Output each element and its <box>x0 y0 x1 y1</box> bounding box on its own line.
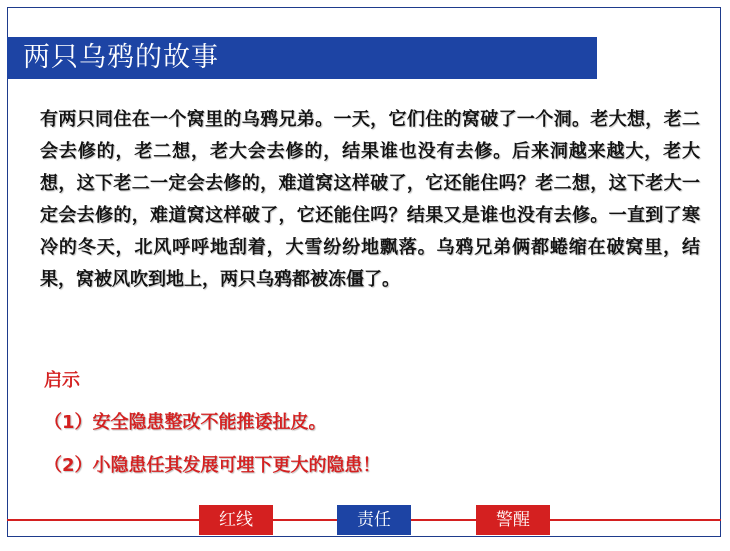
title-bar <box>7 37 597 79</box>
lesson-item-2: （2）小隐患任其发展可埋下更大的隐患！ <box>44 455 381 476</box>
lesson-heading: 启示 <box>44 370 80 391</box>
alert-button[interactable]: 警醒 <box>476 505 550 535</box>
lesson-item-1: （1）安全隐患整改不能推诿扯皮。 <box>44 412 327 433</box>
story-paragraph: 有两只同住在一个窝里的乌鸦兄弟。一天，它们住的窝破了一个洞。老大想，老二会去修的，老二想，老大会去修的，结果谁也没有去修。后来洞越来越大，老大想，这下老二一定会去修的，难道窝这样破了，它还能住吗？老二想，这下老大一定会去修的，难道窝这样破了，它还能住吗？结果又是谁也没有去修。一直到了寒冷的冬天，北风呼呼地刮着，大雪纷纷地飘落。乌鸦兄弟俩都蜷缩在破窝里，结果，窝被风吹到地上，两只乌鸦都被冻僵了。 <box>40 109 700 290</box>
slide-title: 两只乌鸦的故事 <box>23 42 219 73</box>
red-line-button[interactable]: 红线 <box>199 505 273 535</box>
responsibility-button[interactable]: 责任 <box>337 505 411 535</box>
